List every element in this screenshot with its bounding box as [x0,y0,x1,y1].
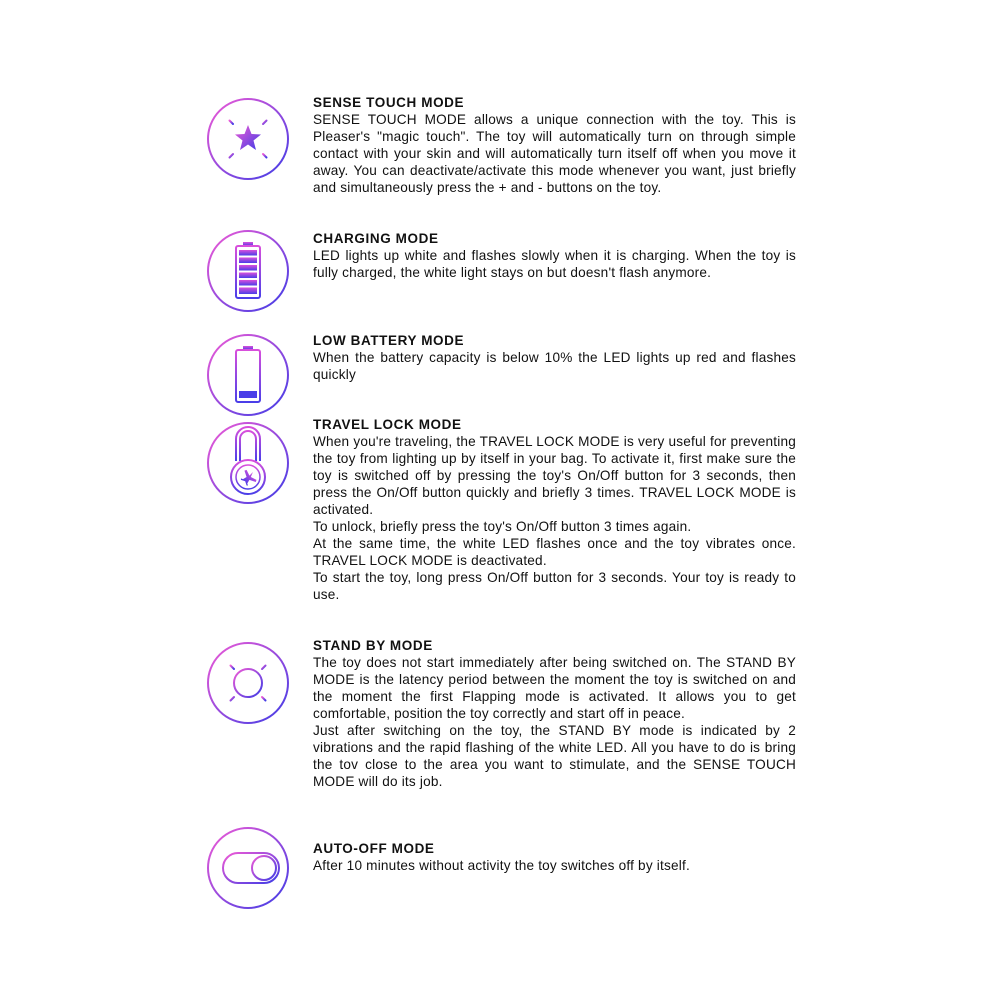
battery-low-icon [206,333,290,417]
travel-lock-paragraph-3: At the same time, the white LED flashes once and the toy vibrates once. TRAVEL LOCK MODE is deactivated. [313,536,796,568]
stand-by-paragraph-2: Just after switching on the toy, the STAND BY mode is indicated by 2 vibrations and the rapid flashing of the white LED. All you have to do is bring the tov close to the area you want to stimulate, and the SENSE TOUCH MODE will do its job. [313,723,796,789]
sense-touch-text [313,94,796,196]
auto-off-paragraph: After 10 minutes without activity the toy switches off by itself. [313,858,690,873]
charging-title: CHARGING MODE [313,231,439,246]
star-burst-icon [206,97,290,181]
sense-touch-paragraph: SENSE TOUCH MODE allows a unique connection with the toy. This is Pleaser's "magic touch". The toy will automatically turn on through simple contact with your skin and will automatically turn itself off when you move it away. You can deactivate/activate this mode whenever you want, just briefly and simultaneously press the + and - buttons on the toy. [313,112,796,195]
battery-full-icon [206,229,290,313]
toggle-switch-icon [206,826,290,910]
charging-text [313,230,796,281]
stand-by-text [313,637,796,790]
low-battery-text [313,332,796,383]
auto-off-title: AUTO-OFF MODE [313,841,435,856]
low-battery-paragraph: When the battery capacity is below 10% the LED lights up red and flashes quickly [313,350,796,382]
travel-lock-paragraph-4: To start the toy, long press On/Off button for 3 seconds. Your toy is ready to use. [313,570,796,602]
standby-icon [206,641,290,725]
travel-lock-text [313,416,796,603]
low-battery-title: LOW BATTERY MODE [313,333,465,348]
travel-lock-icon [206,421,290,505]
travel-lock-paragraph-2: To unlock, briefly press the toy's On/Off button 3 times again. [313,519,692,534]
sense-touch-title: SENSE TOUCH MODE [313,95,465,110]
stand-by-title: STAND BY MODE [313,638,433,653]
travel-lock-paragraph-1: When you're traveling, the TRAVEL LOCK MODE is very useful for preventing the toy from lighting up by itself in your bag. To activate it, first make sure the toy is switched off by pressing the toy's On/Off button for 3 seconds, then press the On/Off button quickly and briefly 3 times. TRAVEL LOCK MODE is activated. [313,434,796,517]
auto-off-text [313,840,796,874]
stand-by-paragraph-1: The toy does not start immediately after being switched on. The STAND BY MODE is the latency period between the moment the toy is switched on and the moment the first Flapping mode is activated. It allows you to get comfortable, position the toy correctly and start off in peace. [313,655,796,721]
charging-paragraph: LED lights up white and flashes slowly when it is charging. When the toy is fully charged, the white light stays on but doesn't flash anymore. [313,248,796,280]
travel-lock-title: TRAVEL LOCK MODE [313,417,462,432]
